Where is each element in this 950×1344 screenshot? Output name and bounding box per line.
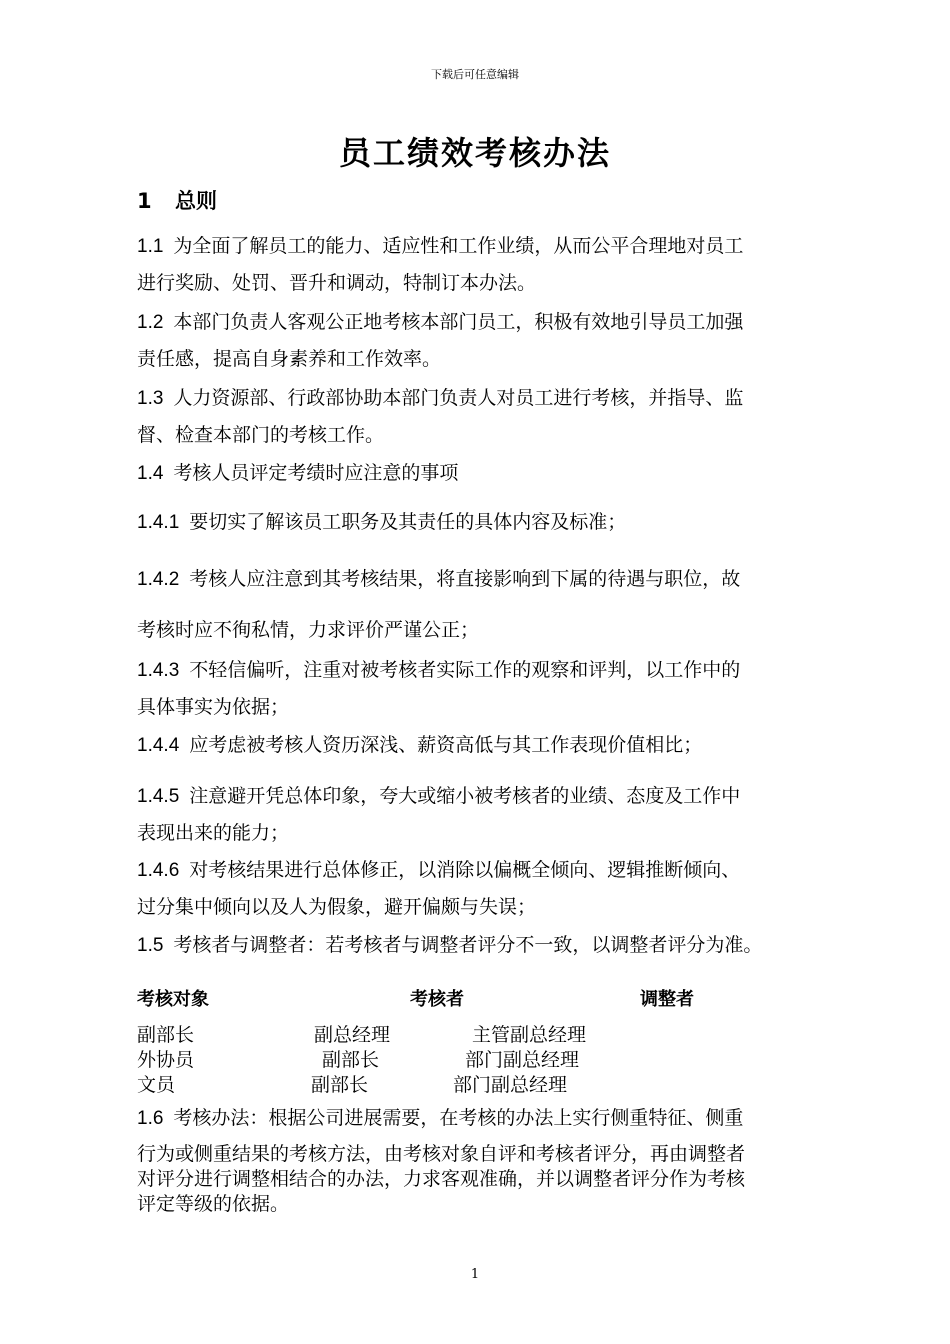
section-heading (137, 185, 217, 215)
table-cell: 部门副总经理 (453, 1074, 568, 1096)
table-cell: 副部长 (322, 1049, 380, 1071)
document-title: 员工绩效考核办法 (338, 134, 611, 172)
table-header-adjuster: 调整者 (640, 989, 694, 1010)
paragraph-line: 进行奖励、处罚、晋升和调动，特制订本办法。 (137, 272, 537, 294)
paragraph-number: 1.1 (137, 236, 164, 257)
paragraph-number: 1.3 (137, 388, 164, 409)
paragraph-1-1 (137, 228, 743, 301)
paragraph-line: 行为或侧重结果的考核方法，由考核对象自评和考核者评分，再由调整者 (137, 1143, 746, 1165)
header-note: 下载后可任意编辑 (431, 68, 519, 81)
paragraph-number: 1.4.5 (137, 786, 180, 807)
paragraph-line: 过分集中倾向以及人为假象，避开偏颇与失误； (137, 896, 537, 918)
paragraph-line: 考核办法：根据公司进展需要，在考核的办法上实行侧重特征、侧重 (173, 1107, 744, 1129)
table-header-assessor: 考核者 (410, 989, 464, 1010)
paragraph-number: 1.5 (137, 935, 164, 956)
paragraph-number: 1.4 (137, 463, 164, 484)
table-header-target: 考核对象 (137, 989, 209, 1010)
paragraph-1-3 (137, 380, 743, 453)
table-cell: 副部长 (311, 1074, 369, 1096)
section-title: 总则 (175, 189, 217, 213)
paragraph-1-6 (137, 1100, 743, 1137)
paragraph-line: 本部门负责人客观公正地考核本部门员工，积极有效地引导员工加强 (173, 311, 744, 333)
paragraph-line: 考核者与调整者：若考核者与调整者评分不一致，以调整者评分为准。 (173, 934, 763, 956)
paragraph-line: 人力资源部、行政部协助本部门负责人对员工进行考核，并指导、监 (173, 387, 744, 409)
paragraph-line: 对评分进行调整相结合的办法，力求客观准确，并以调整者评分作为考核 (137, 1168, 746, 1190)
paragraph-line: 考核人员评定考绩时应注意的事项 (173, 462, 459, 484)
paragraph-number: 1.4.2 (137, 569, 180, 590)
paragraph-1-4-4 (137, 727, 702, 764)
paragraph-number: 1.4.3 (137, 660, 180, 681)
paragraph-line: 应考虑被考核人资历深浅、薪资高低与其工作表现价值相比； (189, 734, 703, 756)
paragraph-line: 责任感，提高自身素养和工作效率。 (137, 348, 442, 370)
table-cell: 主管副总经理 (472, 1024, 587, 1046)
table-cell: 副总经理 (314, 1024, 391, 1046)
paragraph-line: 考核时应不徇私情，力求评价严谨公正； (137, 619, 480, 641)
paragraph-line: 督、检查本部门的考核工作。 (137, 424, 385, 446)
paragraph-number: 1.4.1 (137, 512, 180, 533)
section-number: 1 (137, 189, 152, 213)
paragraph-number: 1.6 (137, 1108, 164, 1129)
paragraph-line: 考核人应注意到其考核结果，将直接影响到下属的待遇与职位，故 (189, 568, 741, 590)
table-cell: 部门副总经理 (465, 1049, 580, 1071)
table-cell: 外协员 (137, 1049, 195, 1071)
paragraph-line: 具体事实为依据； (137, 696, 290, 718)
paragraph-1-4 (137, 455, 458, 492)
paragraph-number: 1.4.6 (137, 860, 180, 881)
table-cell: 文员 (137, 1074, 176, 1096)
page-number: 1 (470, 1267, 480, 1282)
table-cell: 副部长 (137, 1024, 195, 1046)
paragraph-line: 不轻信偏听，注重对被考核者实际工作的观察和评判，以工作中的 (189, 659, 741, 681)
paragraph-1-4-6 (137, 852, 740, 925)
paragraph-line: 评定等级的依据。 (137, 1193, 290, 1215)
paragraph-1-4-5 (137, 778, 740, 851)
paragraph-1-4-3 (137, 652, 740, 725)
paragraph-number: 1.2 (137, 312, 164, 333)
paragraph-line: 表现出来的能力； (137, 822, 290, 844)
paragraph-line: 要切实了解该员工职务及其责任的具体内容及标准； (189, 511, 627, 533)
paragraph-1-2 (137, 304, 743, 377)
paragraph-1-5 (137, 927, 762, 964)
paragraph-line: 注意避开凭总体印象，夸大或缩小被考核者的业绩、态度及工作中 (189, 785, 741, 807)
paragraph-1-4-1 (137, 504, 626, 541)
paragraph-1-6-continued (137, 1142, 745, 1217)
paragraph-number: 1.4.4 (137, 735, 180, 756)
paragraph-line: 为全面了解员工的能力、适应性和工作业绩，从而公平合理地对员工 (173, 235, 744, 257)
paragraph-1-4-2 (137, 554, 740, 655)
paragraph-line: 对考核结果进行总体修正，以消除以偏概全倾向、逻辑推断倾向、 (189, 859, 741, 881)
